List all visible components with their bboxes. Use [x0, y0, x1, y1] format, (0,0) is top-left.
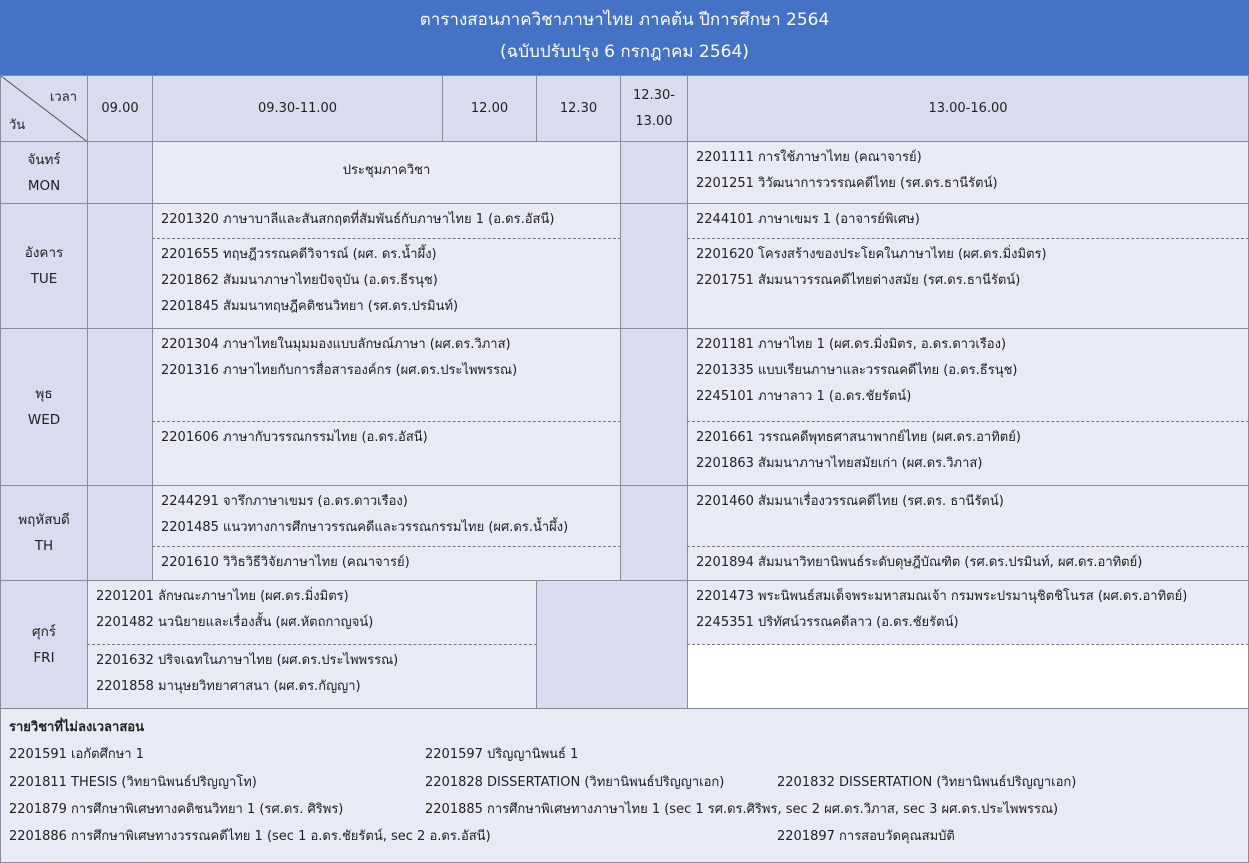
wed-lunch-cell [620, 328, 688, 486]
unscheduled-courses [0, 708, 1249, 863]
page-title: ตารางสอนภาควิชาภาษาไทย ภาคต้น ปีการศึกษา 2564 [419, 10, 830, 30]
unscheduled-item: 2201886 การศึกษาพิเศษทางวรรณคดีไทย 1 (sec 1 อ.ดร.ชัยรัตน์, sec 2 อ.ดร.อัสนี) [9, 829, 491, 844]
day-th: พุธ [35, 386, 53, 402]
unscheduled-item: 2201591 เอกัตศึกษา 1 [9, 747, 144, 762]
day-th: จันทร์ [27, 151, 61, 168]
day-th: ศุกร์ [32, 623, 56, 640]
wed-afternoon-a-cell [687, 328, 1249, 422]
fri-afternoon-b-cell [687, 644, 1249, 709]
mon-afternoon-cell [687, 141, 1249, 204]
header-time-1200: 12.00 [442, 75, 537, 142]
thu-0900-cell [87, 485, 153, 581]
header-time-1230: 12.30 [536, 75, 621, 142]
wed-morning-b-cell [152, 421, 621, 486]
unscheduled-item: 2201879 การศึกษาพิเศษทางคติชนวิทยา 1 (รศ.ดร. ศิริพร) [9, 802, 344, 817]
wed-afternoon-b-cell [687, 421, 1249, 486]
course-line: 2201485 แนวทางการศึกษาวรรณคดีและวรรณกรรมไทย (ผศ.ดร.น้ำผึ้ง) [161, 520, 569, 535]
course-line: 2244101 ภาษาเขมร 1 (อาจารย์พิเศษ) [696, 212, 920, 227]
unscheduled-item: 2201828 DISSERTATION (วิทยานิพนธ์ปริญญาเอก) [425, 775, 725, 790]
day-th: อังคาร [24, 245, 64, 261]
course-line: 2201316 ภาษาไทยกับการสื่อสารองค์กร (ผศ.ดร.ประไพพรรณ) [161, 363, 518, 378]
tue-afternoon-b-cell [687, 238, 1249, 329]
course-line: 2201606 ภาษากับวรรณกรรมไทย (อ.ดร.อัสนี) [161, 430, 428, 445]
wed-0900-cell [87, 328, 153, 486]
day-th: พฤหัสบดี [18, 512, 70, 528]
day-en: MON [27, 177, 61, 194]
thu-lunch-cell [620, 485, 688, 581]
day-en: FRI [33, 649, 55, 666]
tue-afternoon-a-cell [687, 203, 1249, 239]
corner-day-label: วัน [9, 118, 26, 133]
tue-morning-a-cell [152, 203, 621, 239]
fri-noon-cell [536, 580, 688, 709]
course-line: 2201201 ลักษณะภาษาไทย (ผศ.ดร.มิ่งมิตร) [96, 589, 349, 604]
tue-lunch-cell [620, 203, 688, 329]
thu-morning-a-cell [152, 485, 621, 547]
wed-morning-a-cell [152, 328, 621, 422]
day-en: TUE [30, 271, 58, 287]
course-line: 2201858 มานุษยวิทยาศาสนา (ผศ.ดร.กัญญา) [96, 679, 361, 694]
fri-morning-a-cell [87, 580, 537, 645]
course-line: 2245101 ภาษาลาว 1 (อ.ดร.ชัยรัตน์) [696, 389, 912, 404]
mon-0900-cell [87, 141, 153, 204]
thu-afternoon-a-cell [687, 485, 1249, 547]
course-line: 2201335 แบบเรียนภาษาและวรรณคดีไทย (อ.ดร.ธีรนุช) [696, 363, 1018, 378]
mon-morning-text: ประชุมภาควิชา [342, 163, 431, 178]
header-time-0900: 09.00 [87, 75, 153, 142]
page-subtitle: (ฉบับปรับปรุง 6 กรกฎาคม 2564) [500, 42, 749, 62]
unscheduled-item: 2201832 DISSERTATION (วิทยานิพนธ์ปริญญาเอก) [777, 775, 1077, 790]
course-line: 2201482 นวนิยายและเรื่องสั้น (ผศ.หัตถกาญจน์) [96, 615, 374, 630]
course-line: 2201751 สัมมนาวรรณคดีไทยต่างสมัย (รศ.ดร.ธานีรัตน์) [696, 273, 1021, 288]
course-line: 2201320 ภาษาบาลีและสันสกฤตที่สัมพันธ์กับภาษาไทย 1 (อ.ดร.อัสนี) [161, 212, 555, 227]
header-time-1230-1300: 12.30- 13.00 [620, 75, 688, 142]
course-line: 2201460 สัมมนาเรื่องวรรณคดีไทย (รศ.ดร. ธานีรัตน์) [696, 494, 1004, 509]
course-line: 2201632 ปริจเฉทในภาษาไทย (ผศ.ดร.ประไพพรรณ) [96, 653, 399, 668]
course-line: 2201655 ทฤษฎีวรรณคดีวิจารณ์ (ผศ. ดร.น้ำผึ้ง) [161, 247, 437, 262]
course-line: 2201661 วรรณคดีพุทธศาสนาพากย์ไทย (ผศ.ดร.อาทิตย์) [696, 430, 1021, 445]
course-line: 2201610 วิวิธวิธีวิจัยภาษาไทย (คณาจารย์) [161, 555, 410, 570]
course-line: 2201845 สัมมนาทฤษฎีคติชนวิทยา (รศ.ดร.ปรมินท์) [161, 299, 459, 314]
thu-morning-b-cell [152, 546, 621, 581]
unscheduled-item: 2201897 การสอบวัดคุณสมบัติ [777, 829, 955, 844]
course-line: 2244291 จารึกภาษาเขมร (อ.ดร.ดาวเรือง) [161, 494, 408, 509]
mon-morning-cell [152, 141, 621, 204]
corner-time-label: เวลา [49, 90, 77, 105]
tue-morning-b-cell [152, 238, 621, 329]
course-line: 2201111 การใช้ภาษาไทย (คณาจารย์) [696, 150, 922, 165]
tue-0900-cell [87, 203, 153, 329]
title-banner [0, 0, 1249, 75]
course-line: 2201620 โครงสร้างของประโยคในภาษาไทย (ผศ.ดร.มิ่งมิตร) [696, 247, 1047, 262]
course-line: 2201304 ภาษาไทยในมุมมองแบบลักษณ์ภาษา (ผศ.ดร.วิภาส) [161, 337, 511, 352]
unscheduled-title: รายวิชาที่ไม่ลงเวลาสอน [9, 720, 144, 735]
header-corner [0, 75, 88, 142]
unscheduled-item: 2201885 การศึกษาพิเศษทางภาษาไทย 1 (sec 1 รศ.ดร.ศิริพร, sec 2 ผศ.ดร.วิภาส, sec 3 ผศ.ดร.ประไพพรรณ) [425, 802, 1059, 817]
course-line: 2201251 วิวัฒนาการวรรณคดีไทย (รศ.ดร.ธานีรัตน์) [696, 176, 998, 191]
course-line: 2201863 สัมมนาภาษาไทยสมัยเก่า (ผศ.ดร.วิภาส) [696, 456, 983, 471]
day-en: TH [34, 538, 54, 554]
day-wednesday [0, 328, 88, 486]
day-en: WED [27, 412, 61, 428]
course-line: 2201894 สัมมนาวิทยานิพนธ์ระดับดุษฎีบัณฑิต (รศ.ดร.ปรมินท์, ผศ.ดร.อาทิตย์) [696, 555, 1143, 570]
unscheduled-item: 2201597 ปริญญานิพนธ์ 1 [425, 747, 579, 762]
header-time-1300-1600: 13.00-16.00 [687, 75, 1249, 142]
day-tuesday [0, 203, 88, 329]
day-thursday [0, 485, 88, 581]
day-monday [0, 141, 88, 204]
day-friday [0, 580, 88, 709]
unscheduled-item: 2201811 THESIS (วิทยานิพนธ์ปริญญาโท) [9, 775, 257, 790]
course-line: 2201862 สัมมนาภาษาไทยปัจจุบัน (อ.ดร.ธีรนุช) [161, 273, 438, 288]
fri-afternoon-a-cell [687, 580, 1249, 645]
mon-lunch-cell [620, 141, 688, 204]
thu-afternoon-b-cell [687, 546, 1249, 581]
course-line: 2201473 พระนิพนธ์สมเด็จพระมหาสมณเจ้า กรมพระปรมานุชิตชิโนรส (ผศ.ดร.อาทิตย์) [696, 589, 1188, 604]
course-line: 2245351 ปริทัศน์วรรณคดีลาว (อ.ดร.ชัยรัตน์) [696, 615, 959, 630]
fri-morning-b-cell [87, 644, 537, 709]
course-line: 2201181 ภาษาไทย 1 (ผศ.ดร.มิ่งมิตร, อ.ดร.ดาวเรือง) [696, 337, 1007, 352]
header-time-0930: 09.30-11.00 [152, 75, 443, 142]
